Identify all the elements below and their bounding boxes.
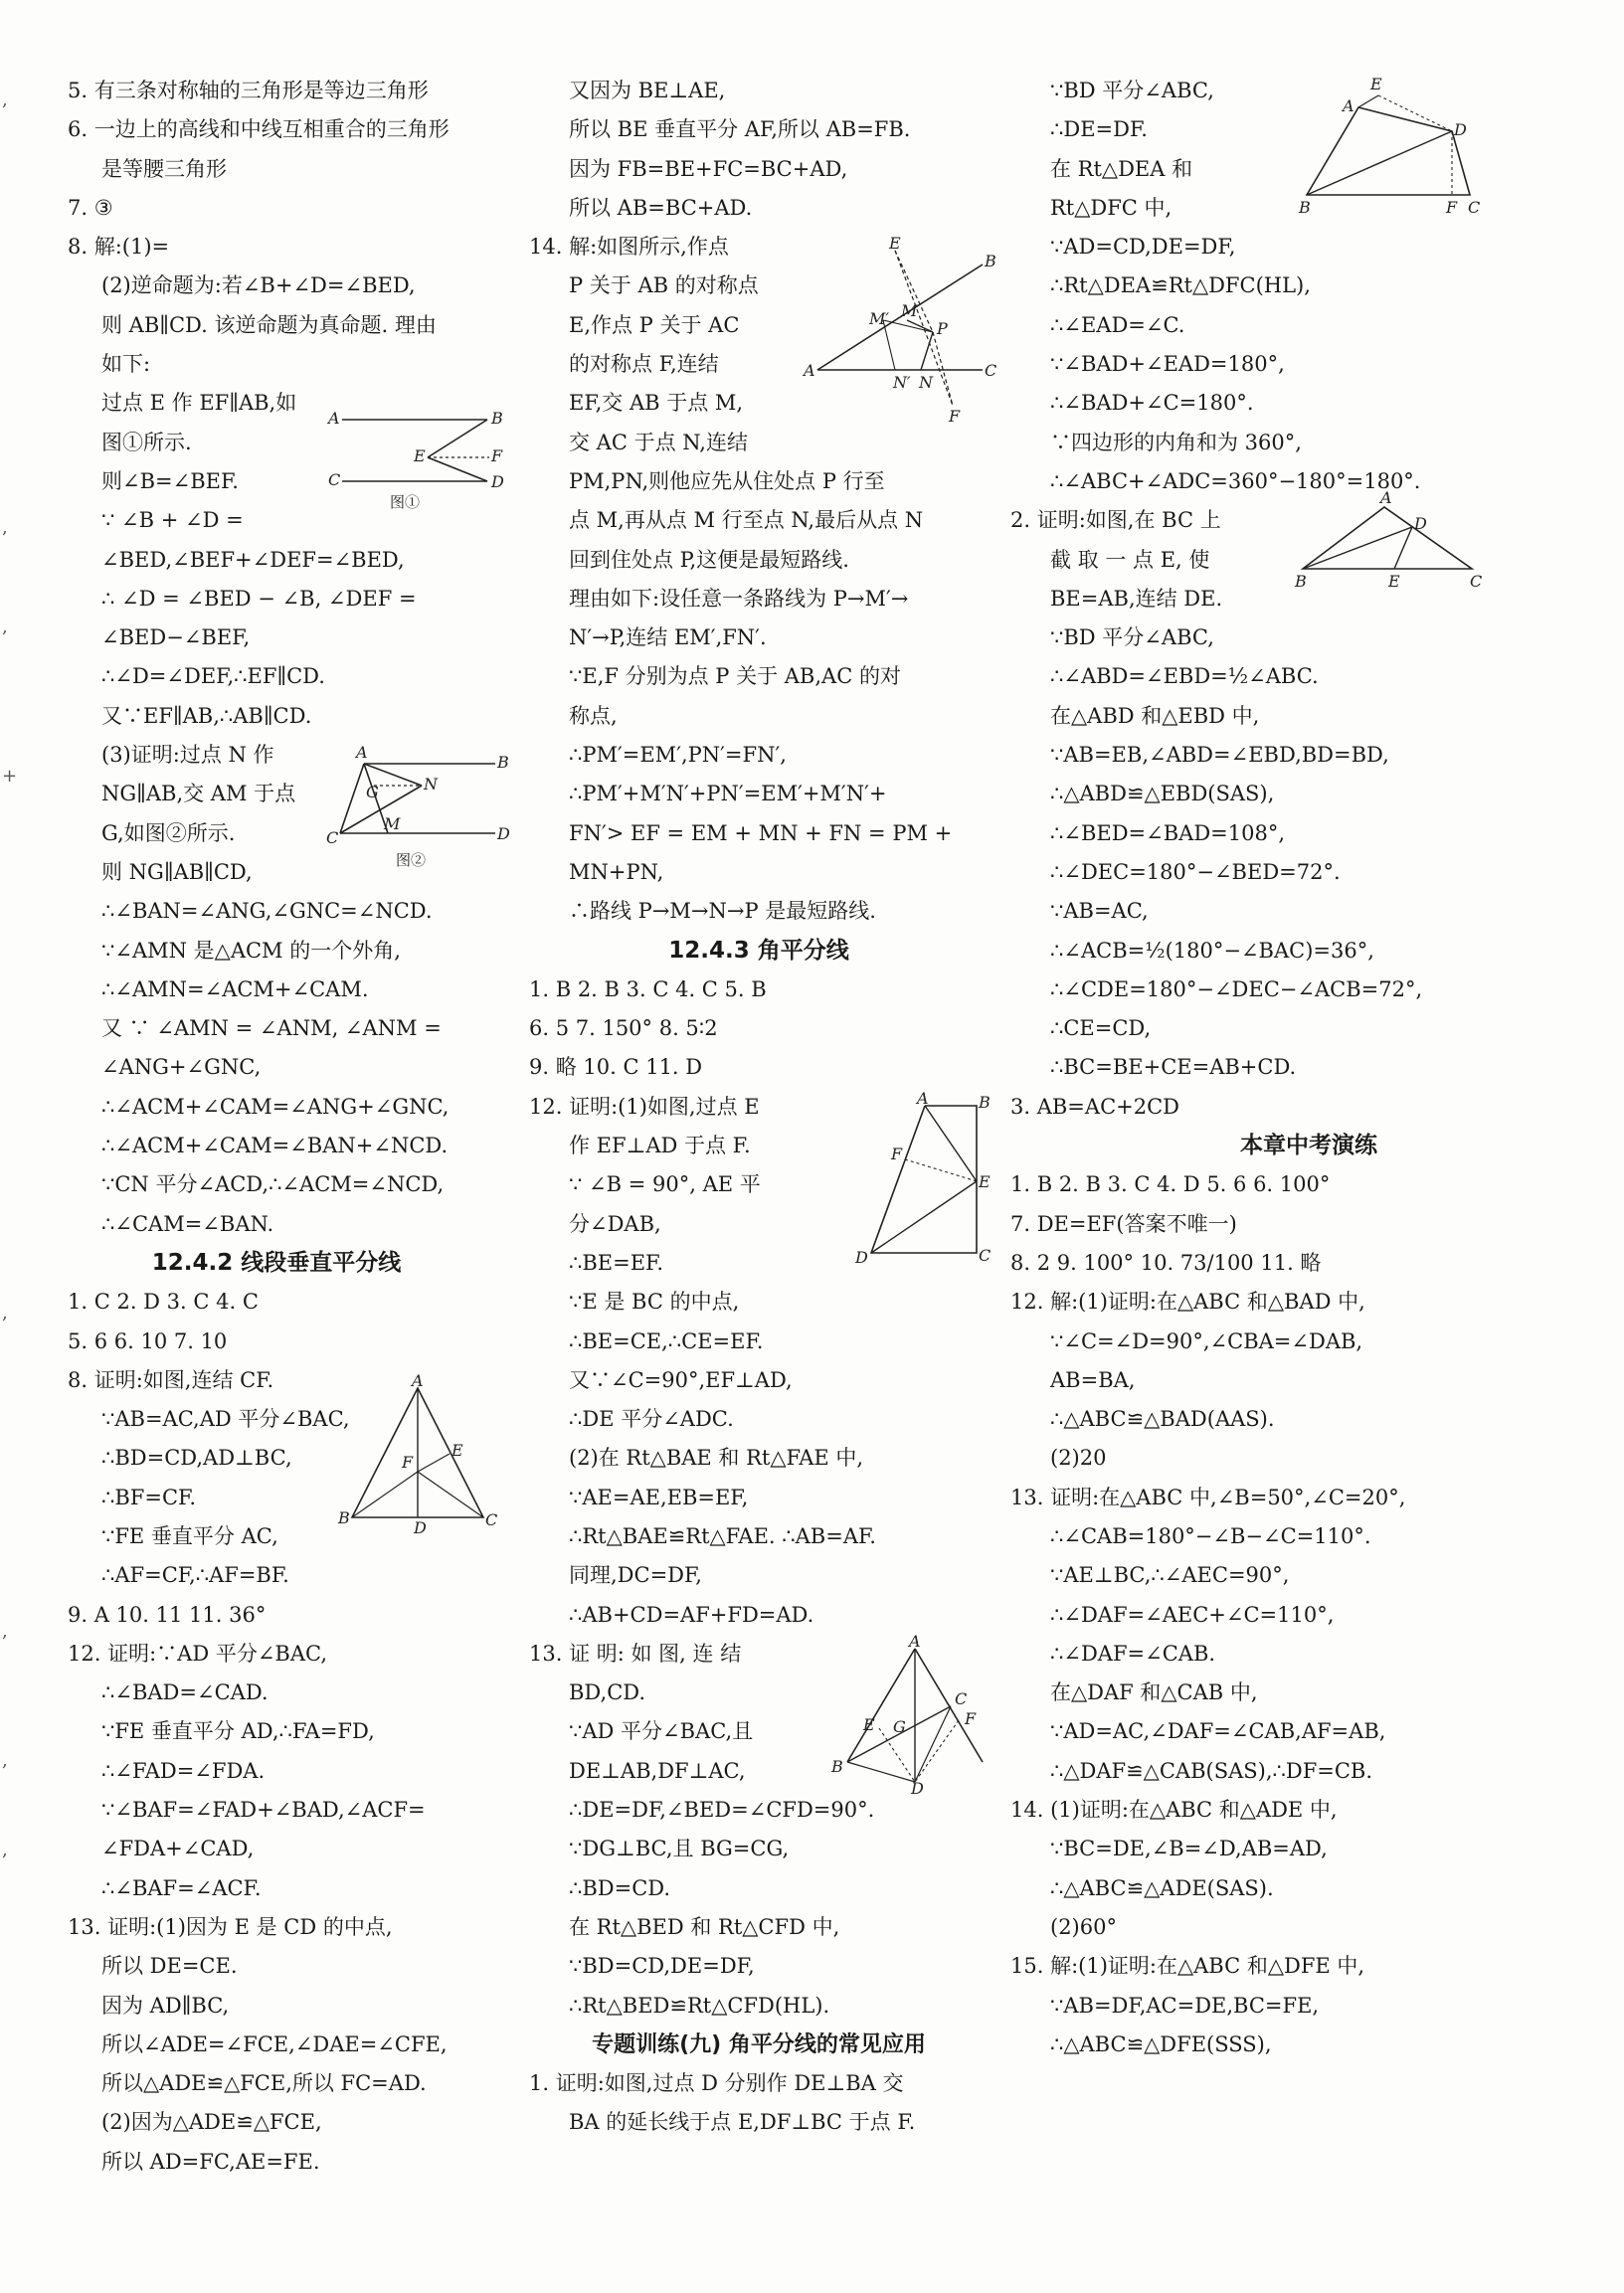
svg-text:E: E	[414, 446, 426, 465]
answer-line: (2)因为△ADE≌△FCE,	[101, 2110, 322, 2135]
answer-line: MN+PN,	[569, 859, 664, 884]
answer-line: (2)逆命题为:若∠B+∠D=∠BED,	[101, 273, 416, 298]
answer-line: 回到住处点 P,这便是最短路线.	[569, 547, 849, 572]
answer-line: 称点,	[569, 703, 618, 728]
answer-line: FN′> EF = EM + MN + FN = PM +	[569, 820, 953, 845]
answer-line: ∵AB=AC,AD 平分∠BAC,	[101, 1407, 350, 1432]
answer-line: 所以△ADE≌△FCE,所以 FC=AD.	[101, 2071, 427, 2096]
svg-text:E: E	[1370, 75, 1382, 93]
answer-line: ∴∠FAD=∠FDA.	[101, 1758, 266, 1783]
svg-text:C: C	[485, 1510, 498, 1529]
answer-line: 在△ABD 和△EBD 中,	[1050, 703, 1260, 728]
figure-1-parallel-lines	[328, 406, 507, 515]
answer-line: 13. 证 明: 如 图, 连 结	[529, 1641, 742, 1666]
svg-text:E: E	[889, 234, 901, 253]
answer-line: 点 M,再从点 M 行至点 N,最后从点 N	[569, 508, 924, 533]
answer-line: PM,PN,则他应先从住处点 P 行至	[569, 468, 885, 493]
answer-column-right	[1010, 72, 1607, 2064]
answer-line: ∴△ABC≌△DFE(SSS),	[1050, 2031, 1272, 2056]
answer-line: ∴△ABC≌△ADE(SAS).	[1050, 1875, 1274, 1900]
answer-column-left	[28, 72, 525, 2182]
answer-line: BA 的延长线于点 E,DF⊥BC 于点 F.	[569, 2110, 916, 2135]
answer-line: ∴△DAF≌△CAB(SAS),∴DF=CB.	[1050, 1758, 1373, 1783]
svg-text:D: D	[1414, 514, 1427, 533]
answer-line: ∵FE 垂直平分 AC,	[101, 1523, 278, 1548]
answer-line: 6. 一边上的高线和中线互相重合的三角形	[68, 117, 450, 142]
svg-text:N: N	[919, 373, 933, 392]
answer-line: ∵AE=AE,EB=EF,	[569, 1485, 749, 1509]
svg-text:F: F	[949, 407, 961, 426]
svg-text:N: N	[424, 775, 438, 794]
answer-line: P 关于 AB 的对称点	[569, 273, 759, 298]
answer-line: 所以 AD=FC,AE=FE.	[101, 2149, 320, 2174]
figure-special-2	[1289, 488, 1488, 591]
svg-text:B: B	[979, 1093, 991, 1112]
answer-line: ∴∠ACB=½(180°−∠BAC)=36°,	[1050, 938, 1374, 963]
answer-line: 又因为 BE⊥AE,	[569, 79, 726, 102]
answer-line: 8. 证明:如图,连结 CF.	[68, 1367, 274, 1392]
answer-line: ∴∠DEC=180°−∠BED=72°.	[1050, 859, 1341, 884]
svg-text:D: D	[855, 1248, 868, 1267]
svg-text:E: E	[451, 1441, 463, 1460]
svg-text:F: F	[491, 446, 503, 465]
answer-line: 又 ∵ ∠AMN = ∠ANM, ∠ANM =	[101, 1016, 442, 1041]
answer-line: ∴∠DAF=∠AEC+∠C=110°,	[1050, 1602, 1335, 1627]
answer-line: ∴∠ACM+∠CAM=∠ANG+∠GNC,	[101, 1094, 450, 1119]
answer-line: ∴∠BAD+∠C=180°.	[1050, 391, 1254, 416]
answer-line: (2)在 Rt△BAE 和 Rt△FAE 中,	[569, 1446, 864, 1471]
binding-edge-marks: , , , + , , , ,	[2, 89, 18, 1860]
answer-line: ∴BF=CF.	[101, 1485, 197, 1509]
answer-line: ∴CE=CD,	[1050, 1016, 1152, 1041]
answer-line: ∴BD=CD.	[569, 1875, 671, 1900]
svg-text:A: A	[412, 1371, 424, 1390]
answer-line: 6. 5 7. 150° 8. 5∶2	[529, 1016, 718, 1041]
svg-text:C: C	[1468, 198, 1481, 217]
answer-line: 2. 证明:如图,在 BC 上	[1010, 508, 1221, 533]
answer-line: ∴∠D=∠DEF,∴EF∥CD.	[101, 664, 325, 689]
svg-text:E: E	[863, 1715, 875, 1734]
svg-text:C: C	[328, 470, 341, 489]
answer-line: ∴∠BAD=∠CAD.	[101, 1680, 269, 1705]
answer-line: 5. 有三条对称轴的三角形是等边三角形	[68, 79, 429, 102]
answer-line: ∴∠CDE=180°−∠DEC−∠ACB=72°,	[1050, 976, 1423, 1001]
answer-line: DE⊥AB,DF⊥AC,	[569, 1758, 746, 1783]
svg-text:D: D	[911, 1779, 924, 1798]
answer-line: 7. DE=EF(答案不唯一)	[1010, 1211, 1237, 1236]
answer-line: Rt△DFC 中,	[1050, 195, 1173, 220]
answer-line: (2)60°	[1050, 1914, 1117, 1939]
svg-text:A: A	[804, 361, 815, 380]
answer-line: ∠BED−∠BEF,	[101, 625, 251, 650]
answer-line: 因为 FB=BE+FC=BC+AD,	[569, 156, 848, 181]
answer-line: 7. ③	[68, 195, 113, 220]
answer-line: ∵BC=DE,∠B=∠D,AB=AD,	[1050, 1837, 1328, 1861]
answer-line: 所以∠ADE=∠FCE,∠DAE=∠CFE,	[101, 2031, 448, 2056]
svg-text:C: C	[979, 1246, 992, 1265]
svg-text:A: A	[917, 1089, 929, 1108]
svg-text:C: C	[985, 361, 997, 380]
svg-text:G: G	[366, 783, 379, 801]
answer-line: (2)20	[1050, 1446, 1107, 1471]
svg-text:B: B	[491, 409, 503, 428]
svg-text:G: G	[893, 1717, 906, 1736]
answer-line: 作 EF⊥AD 于点 F.	[569, 1134, 751, 1158]
answer-line: ∴ ∠D = ∠BED − ∠B, ∠DEF =	[101, 586, 417, 611]
answer-line: ∴BC=BE+CE=AB+CD.	[1050, 1055, 1297, 1080]
answer-line: ∴∠CAM=∠BAN.	[101, 1211, 274, 1236]
svg-text:E: E	[979, 1172, 991, 1191]
answer-line: ∵ ∠B = 90°, AE 平	[569, 1172, 761, 1197]
answer-line: 则 NG∥AB∥CD,	[101, 859, 253, 884]
answer-line: 1. B 2. B 3. C 4. C 5. B	[529, 976, 767, 1001]
svg-text:A: A	[328, 409, 340, 428]
answer-line: 如下:	[101, 352, 151, 377]
answer-line: 同理,DC=DF,	[569, 1563, 702, 1588]
answer-line: ∴∠BAF=∠ACF.	[101, 1875, 262, 1900]
answer-line: 分∠DAB,	[569, 1211, 661, 1236]
figure-perpendicular-bisector-triangle	[338, 1371, 498, 1537]
answer-line: 所以 AB=BC+AD.	[569, 195, 753, 220]
svg-text:B: B	[497, 753, 509, 772]
svg-text:D: D	[414, 1518, 427, 1537]
answer-line: 14. (1)证明:在△ABC 和△ADE 中,	[1010, 1798, 1338, 1823]
answer-line: ∵∠BAD+∠EAD=180°,	[1050, 352, 1285, 377]
answer-line: 14. 解:如图所示,作点	[529, 235, 729, 260]
answer-line: ∴路线 P→M→N→P 是最短路线.	[569, 899, 876, 924]
answer-line: ∠FDA+∠CAD,	[101, 1837, 255, 1861]
answer-line: ∴BD=CD,AD⊥BC,	[101, 1446, 292, 1471]
answer-line: 13. 证明:在△ABC 中,∠B=50°,∠C=20°,	[1010, 1485, 1406, 1509]
answer-line: ∴DE=DF.	[1050, 117, 1148, 142]
answer-line: ∴∠ABC+∠ADC=360°−180°=180°.	[1050, 468, 1421, 493]
answer-line: ∵DG⊥BC,且 BG=CG,	[569, 1837, 790, 1861]
figure-2-parallel-lines	[326, 743, 510, 875]
answer-line: ∵AD=CD,DE=DF,	[1050, 235, 1236, 260]
answer-line: 又∵∠C=90°,EF⊥AD,	[569, 1367, 793, 1392]
svg-text:D: D	[491, 472, 504, 491]
answer-line: ∴BE=CE,∴CE=EF.	[569, 1328, 764, 1353]
answer-line: 1. B 2. B 3. C 4. D 5. 6 6. 100°	[1010, 1172, 1331, 1197]
svg-text:P: P	[937, 319, 948, 338]
answer-line: 在 Rt△DEA 和	[1050, 156, 1193, 181]
answer-line: 5. 6 6. 10 7. 10	[68, 1328, 228, 1353]
answer-line: 理由如下:设任意一条路线为 P→M′→	[569, 586, 909, 611]
svg-text:F: F	[891, 1145, 903, 1163]
svg-text:F: F	[402, 1453, 414, 1472]
svg-text:M: M	[901, 301, 918, 320]
answer-line: ∵BD 平分∠ABC,	[1050, 79, 1214, 102]
answer-line: ∴∠ACM+∠CAM=∠BAN+∠NCD.	[101, 1134, 449, 1158]
svg-text:N′: N′	[893, 373, 911, 392]
answer-line: 交 AC 于点 N,连结	[569, 430, 748, 454]
svg-text:E: E	[1388, 572, 1400, 591]
figure-angle-bisector-triangle	[825, 1632, 994, 1798]
answer-line: 13. 证明:(1)因为 E 是 CD 的中点,	[68, 1914, 393, 1939]
svg-text:A: A	[1380, 488, 1392, 507]
svg-text:M′: M′	[869, 309, 890, 328]
answer-line: 12. 解:(1)证明:在△ABC 和△BAD 中,	[1010, 1290, 1365, 1315]
answer-line: BE=AB,连结 DE.	[1050, 586, 1223, 611]
answer-line: E,作点 P 关于 AC	[569, 312, 740, 337]
answer-line: G,如图②所示.	[101, 820, 236, 845]
answer-line: 截 取 一 点 E, 使	[1050, 547, 1210, 572]
answer-line: 8. 2 9. 100° 10. 73/100 11. 略	[1010, 1250, 1322, 1275]
answer-line: 的对称点 F,连结	[569, 352, 719, 377]
svg-text:B: B	[985, 252, 996, 270]
svg-text:F: F	[965, 1709, 977, 1728]
answer-line: (3)证明:过点 N 作	[101, 743, 274, 768]
answer-line: ∵CN 平分∠ACD,∴∠ACM=∠NCD,	[101, 1172, 445, 1197]
answer-line: ∵AB=EB,∠ABD=∠EBD,BD=BD,	[1050, 743, 1389, 768]
answer-line: ∵E 是 BC 的中点,	[569, 1290, 740, 1315]
answer-line: ∴∠AMN=∠ACM+∠CAM.	[101, 976, 369, 1001]
section-heading: 12.4.2 线段垂直平分线	[151, 1249, 402, 1276]
answer-line: ∵四边形的内角和为 360°,	[1050, 430, 1302, 454]
answer-line: 则∠B=∠BEF.	[101, 468, 239, 493]
svg-text:D: D	[497, 824, 510, 843]
answer-line: ∴∠EAD=∠C.	[1050, 312, 1185, 337]
svg-text:B: B	[831, 1757, 843, 1776]
answer-line: ∵AD=AC,∠DAF=∠CAB,AF=AB,	[1050, 1719, 1386, 1744]
answer-line: ∴PM′=EM′,PN′=FN′,	[569, 743, 787, 768]
answer-line: ∵AE⊥BC,∴∠AEC=90°,	[1050, 1563, 1290, 1588]
svg-text:A: A	[909, 1632, 921, 1651]
section-heading: 12.4.3 角平分线	[668, 937, 849, 964]
answer-line: ∴AF=CF,∴AF=BF.	[101, 1563, 289, 1588]
answer-line: 3. AB=AC+2CD	[1010, 1094, 1179, 1119]
answer-line: 过点 E 作 EF∥AB,如	[101, 391, 297, 416]
svg-text:F: F	[1446, 198, 1458, 217]
answer-line: ∵AB=AC,	[1050, 899, 1149, 924]
answer-line: ∴DE=DF,∠BED=∠CFD=90°.	[569, 1798, 875, 1823]
answer-line: 又∵EF∥AB,∴AB∥CD.	[101, 703, 312, 728]
answer-line: 1. C 2. D 3. C 4. C	[68, 1290, 259, 1315]
section-heading: 专题训练(九) 角平分线的常见应用	[592, 2031, 926, 2057]
answer-line: ∵AD 平分∠BAC,且	[569, 1719, 754, 1744]
answer-line: ∵∠BAF=∠FAD+∠BAD,∠ACF=	[101, 1798, 426, 1823]
answer-line: ∴∠BAN=∠ANG,∠GNC=∠NCD.	[101, 899, 433, 924]
answer-line: 8. 解:(1)=	[68, 235, 170, 260]
answer-line: 在△DAF 和△CAB 中,	[1050, 1680, 1258, 1705]
svg-text:B: B	[1299, 198, 1311, 217]
figure-1-caption: 图①	[390, 493, 421, 511]
answer-line: AB=BA,	[1050, 1367, 1136, 1392]
answer-line: ∵∠C=∠D=90°,∠CBA=∠DAB,	[1050, 1328, 1363, 1353]
answer-line: ∴△ABC≌△BAD(AAS).	[1050, 1407, 1275, 1432]
answer-line: 图①所示.	[101, 430, 192, 454]
figure-shortest-path	[804, 234, 1002, 426]
svg-text:C: C	[955, 1689, 968, 1708]
answer-line: ∴△ABD≌△EBD(SAS),	[1050, 782, 1275, 806]
answer-line: 在 Rt△BED 和 Rt△CFD 中,	[569, 1914, 840, 1939]
svg-text:D: D	[1454, 120, 1467, 139]
answer-line: 9. A 10. 11 11. 36°	[68, 1602, 267, 1627]
answer-line: ∵AB=DF,AC=DE,BC=FE,	[1050, 1993, 1320, 2018]
answer-line: 12. 证明:∵AD 平分∠BAC,	[68, 1641, 328, 1666]
answer-line: ∵BD=CD,DE=DF,	[569, 1954, 755, 1979]
answer-line: ∴PM′+M′N′+PN′=EM′+M′N′+	[569, 782, 887, 806]
answer-line: ∴∠DAF=∠CAB.	[1050, 1641, 1216, 1666]
answer-line: ∵BD 平分∠ABC,	[1050, 625, 1214, 650]
answer-line: ∠ANG+∠GNC,	[101, 1055, 262, 1080]
answer-line: ∴DE 平分∠ADC.	[569, 1407, 734, 1432]
svg-text:A: A	[356, 743, 368, 762]
answer-line: ∴∠CAB=180°−∠B−∠C=110°.	[1050, 1523, 1371, 1548]
answer-line: 1. 证明:如图,过点 D 分别作 DE⊥BA 交	[529, 2071, 904, 2096]
svg-text:C: C	[326, 828, 339, 847]
answer-line: EF,交 AB 于点 M,	[569, 391, 744, 416]
answer-line: 所以 BE 垂直平分 AF,所以 AB=FB.	[569, 117, 911, 142]
figure-special-1	[1293, 75, 1482, 217]
answer-line: BD,CD.	[569, 1680, 646, 1705]
figure-angle-bisector-quadrilateral	[853, 1089, 992, 1273]
svg-text:B: B	[1295, 572, 1307, 591]
answer-line: 所以 DE=CE.	[101, 1954, 238, 1979]
section-heading: 本章中考演练	[1240, 1133, 1377, 1159]
answer-line: 15. 解:(1)证明:在△ABC 和△DFE 中,	[1010, 1954, 1365, 1979]
answer-line: ∠BED,∠BEF+∠DEF=∠BED,	[101, 547, 405, 572]
answer-line: ∴Rt△BED≌Rt△CFD(HL).	[569, 1993, 830, 2018]
svg-text:B: B	[338, 1508, 350, 1527]
answer-line: ∴Rt△BAE≌Rt△FAE. ∴AB=AF.	[569, 1523, 876, 1548]
answer-line: ∴BE=EF.	[569, 1250, 664, 1275]
answer-line: 9. 略 10. C 11. D	[529, 1055, 703, 1080]
svg-text:A: A	[1343, 96, 1354, 115]
answer-line: NG∥AB,交 AM 于点	[101, 782, 296, 806]
answer-line: ∴Rt△DEA≌Rt△DFC(HL),	[1050, 273, 1311, 298]
svg-text:M: M	[384, 814, 401, 833]
answer-line: 12. 证明:(1)如图,过点 E	[529, 1094, 760, 1119]
answer-line: ∴∠BED=∠BAD=108°,	[1050, 820, 1286, 845]
answer-line: ∴AB+CD=AF+FD=AD.	[569, 1602, 814, 1627]
answer-line: 是等腰三角形	[101, 156, 227, 181]
figure-2-caption: 图②	[396, 851, 427, 869]
answer-line: 则 AB∥CD. 该逆命题为真命题. 理由	[101, 312, 437, 337]
answer-line: ∵E,F 分别为点 P 关于 AB,AC 的对	[569, 664, 901, 689]
answer-line: N′→P,连结 EM′,FN′.	[569, 625, 767, 650]
answer-line: ∵ ∠B + ∠D =	[101, 508, 244, 533]
answer-line: ∵∠AMN 是△ACM 的一个外角,	[101, 938, 401, 963]
svg-text:C: C	[1470, 572, 1483, 591]
answer-line: ∴∠ABD=∠EBD=½∠ABC.	[1050, 664, 1319, 689]
answer-line: 因为 AD∥BC,	[101, 1993, 230, 2018]
answer-line: ∵FE 垂直平分 AD,∴FA=FD,	[101, 1719, 375, 1744]
